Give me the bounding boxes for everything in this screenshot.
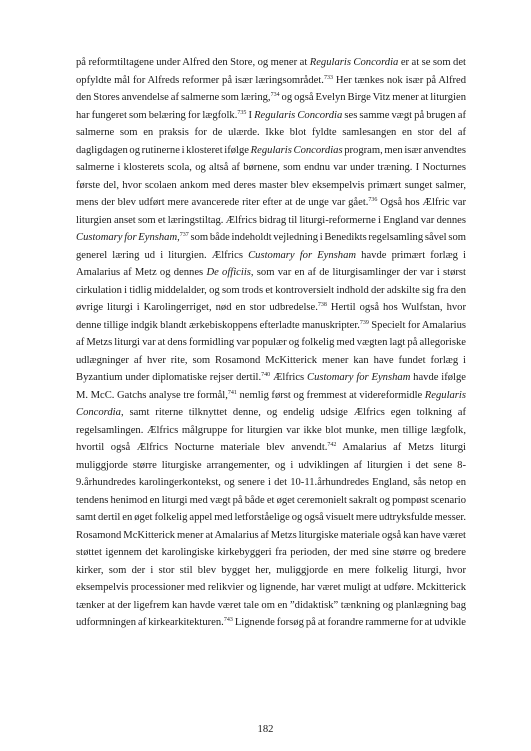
text-run: I [246, 109, 255, 121]
text-run: og også Evelyn Birge Vitz mener at liturgien [279, 92, 467, 103]
text-run: dagligdagen og rutinerne i klosteret ifølge [76, 144, 251, 156]
text-run: nemlig først og fremmest at videreformidle [236, 389, 425, 401]
text-line [76, 159, 466, 177]
text-run: eksempelvis processioner med relikvier og lignende, har været muligt at udføre. Mckitterick [76, 582, 466, 593]
text-line [76, 282, 466, 300]
text-run: salmerne som en praksis for de ulærde. Ikke blot fyldte samlesangen en stor del af [76, 127, 466, 138]
text-line [76, 194, 466, 212]
text-run: Ælfrics [270, 372, 307, 383]
text-line [76, 247, 466, 265]
text-line [76, 509, 466, 527]
footnote-ref: 741 [227, 389, 237, 396]
footnote-ref: 738 [317, 302, 327, 308]
text-run: cirkulation i tidlig middelalder, og som trods et kontroversielt indhold der adskilte sig fra den [76, 284, 466, 296]
italic-title: Concordia [76, 407, 121, 418]
text-line [76, 439, 466, 457]
text-run: muliggjorde større liturgiske arrangementer, og i udviklingen af liturgien i det sene 8- [76, 459, 466, 471]
text-line [76, 212, 466, 230]
text-line [76, 124, 466, 142]
footnote-ref: 740 [261, 372, 271, 378]
footnote-ref: 736 [368, 197, 378, 203]
text-run: er at se som det [398, 57, 467, 68]
italic-title: Regularis Concordia [309, 57, 399, 68]
italic-title: Regularis Concordia [254, 109, 343, 121]
text-run: Specielt for Amalarius [368, 319, 467, 331]
text-run: støttet igennem det karolingiske kirkebyggeri fra perioden, der med sine større og bredere [76, 547, 466, 558]
body-text [76, 54, 466, 632]
text-run: generel læring ud i liturgien. Ælfrics [76, 249, 249, 261]
text-line [76, 614, 466, 632]
italic-title: De officiis [206, 267, 251, 278]
text-run: tendens henimod en liturgi med vægt på både et øget ceremonielt sakralt og pompøst scenario [76, 494, 466, 506]
text-run: , samt riterne tilknyttet denne, og endelig udsige Ælfrics egen tolkning af [120, 407, 466, 418]
text-run: Byzantium under diplomatiske rejser dertil. [76, 372, 262, 383]
text-run: udlægninger af hver rite, som Rosamond McKitterick mener kan have fundet forlæg i [76, 354, 466, 366]
text-run: M. McC. Gatchs analyse tre formål, [76, 389, 228, 401]
text-run: af Metzs liturgi var at dens formidling var populær og folkelig med vægten lagt på allegoriske [76, 337, 466, 348]
text-run: denne tillige indgik blandt ærkebiskoppens efterladte manuskripter. [76, 319, 360, 331]
text-run: 9.århundredes karolingerkontekst, og senere i det 10-11.århundredes England, sås netop en [76, 477, 466, 488]
page-number: 182 [257, 724, 274, 735]
text-run: Amalarius af Metzs liturgi [336, 442, 466, 453]
text-line [76, 562, 466, 580]
text-run: kirker, som der i stor stil blev bygget her, muliggjorde en mere folkelig liturgi, hvor [76, 564, 466, 576]
text-line [76, 544, 466, 562]
footnote-ref: 739 [359, 319, 369, 326]
text-line [76, 474, 466, 492]
text-line [76, 72, 466, 90]
footnote-ref: 737 [179, 232, 189, 238]
text-line [76, 107, 466, 125]
text-run: Lignende forsøg på at forandre rammerne for at udvikle [232, 617, 467, 628]
text-line [76, 177, 466, 195]
italic-title: Customary for Eynsham, [76, 232, 180, 243]
text-run: tænker at der ligefrem kan havde været tale om en ”didaktisk” tænkning og planlægning bag [76, 599, 466, 611]
text-run: ses samme vægt på brugen af [342, 109, 466, 121]
text-line [76, 404, 466, 422]
text-run: udformningen af kirkearkitekturen. [76, 617, 224, 628]
text-run: Hertil også hos Wulfstan, hvor [326, 302, 466, 313]
text-line [76, 142, 466, 160]
text-line [76, 527, 466, 545]
text-line [76, 597, 466, 615]
footnote-ref: 734 [270, 92, 280, 98]
text-line [76, 457, 466, 475]
text-run: havde ifølge [410, 372, 466, 383]
footnote-ref: 735 [237, 109, 247, 116]
text-run: første del, hvor scolaen ankom med deres master blev eksempelvis primært sunget salmer, [76, 179, 466, 191]
text-line [76, 387, 466, 405]
text-run: havde primært forlæg i [356, 249, 466, 261]
text-run: liturgien anset som et læringstiltag. Ælfrics bidrag til liturgi-reformerne i England var dennes [76, 214, 466, 226]
text-run: Også hos Ælfric var [377, 197, 466, 208]
text-line [76, 89, 466, 107]
text-line [76, 422, 466, 440]
footnote-ref: 743 [223, 617, 233, 623]
text-line [76, 369, 466, 387]
italic-title: Customary for Eynsham [307, 372, 411, 383]
footnote-ref: 733 [323, 74, 333, 81]
text-line [76, 579, 466, 597]
text-run: som både indeholdt vejledning i Benedikts regelsamling såvel som [188, 232, 466, 243]
text-run: Amalarius af Metz og dennes [76, 267, 207, 278]
text-run: hvortil også Ælfrics Nocturne materiale blev anvendt. [76, 442, 328, 453]
text-run: den Stores anvendelse af salmerne som læring, [76, 92, 271, 103]
text-run: Rosamond McKitterick mener at Amalarius af Metzs liturgiske materiale også kan have været [76, 529, 466, 541]
text-run: øvrige liturgi i Karolingerriget, nød en stor udbredelse. [76, 302, 318, 313]
text-run: har fungeret som belæring for lægfolk. [76, 109, 238, 121]
text-run: regelsamlingen. Ælfrics målgruppe for liturgien var ikke blot munke, men tillige lægfolk, [76, 424, 466, 436]
text-run: salmerne i klosterets scola, og altså af børnene, som endnu var under træning. I Nocturnes [76, 162, 466, 173]
text-line [76, 317, 466, 335]
text-line [76, 229, 466, 247]
text-line [76, 54, 466, 72]
text-line [76, 334, 466, 352]
text-line [76, 264, 466, 282]
text-line [76, 492, 466, 510]
italic-title: Regularis [424, 389, 466, 401]
text-run: opfyldte mål for Alfreds reformer på især læringsområdet. [76, 74, 324, 86]
text-run: Her tænkes nok især på Alfred [332, 74, 466, 86]
italic-title: Customary for Eynsham [248, 249, 357, 261]
text-run: , som var en af de liturgisamlinger der var i størst [250, 267, 466, 278]
text-run: program, men især anvendtes [342, 144, 466, 156]
text-run: mens der blev udført mere avancerede riter efter at de unge var gået. [76, 197, 369, 208]
text-run: på reformtiltagene under Alfred den Store, og mener at [76, 57, 310, 68]
text-line [76, 299, 466, 317]
footnote-ref: 742 [327, 442, 337, 448]
italic-title: Regularis Concordias [250, 144, 343, 156]
text-line [76, 352, 466, 370]
text-run: samt dertil en øget folkelig appel med letforståelige og også visuelt mere udtryksfulde messer. [76, 512, 467, 523]
